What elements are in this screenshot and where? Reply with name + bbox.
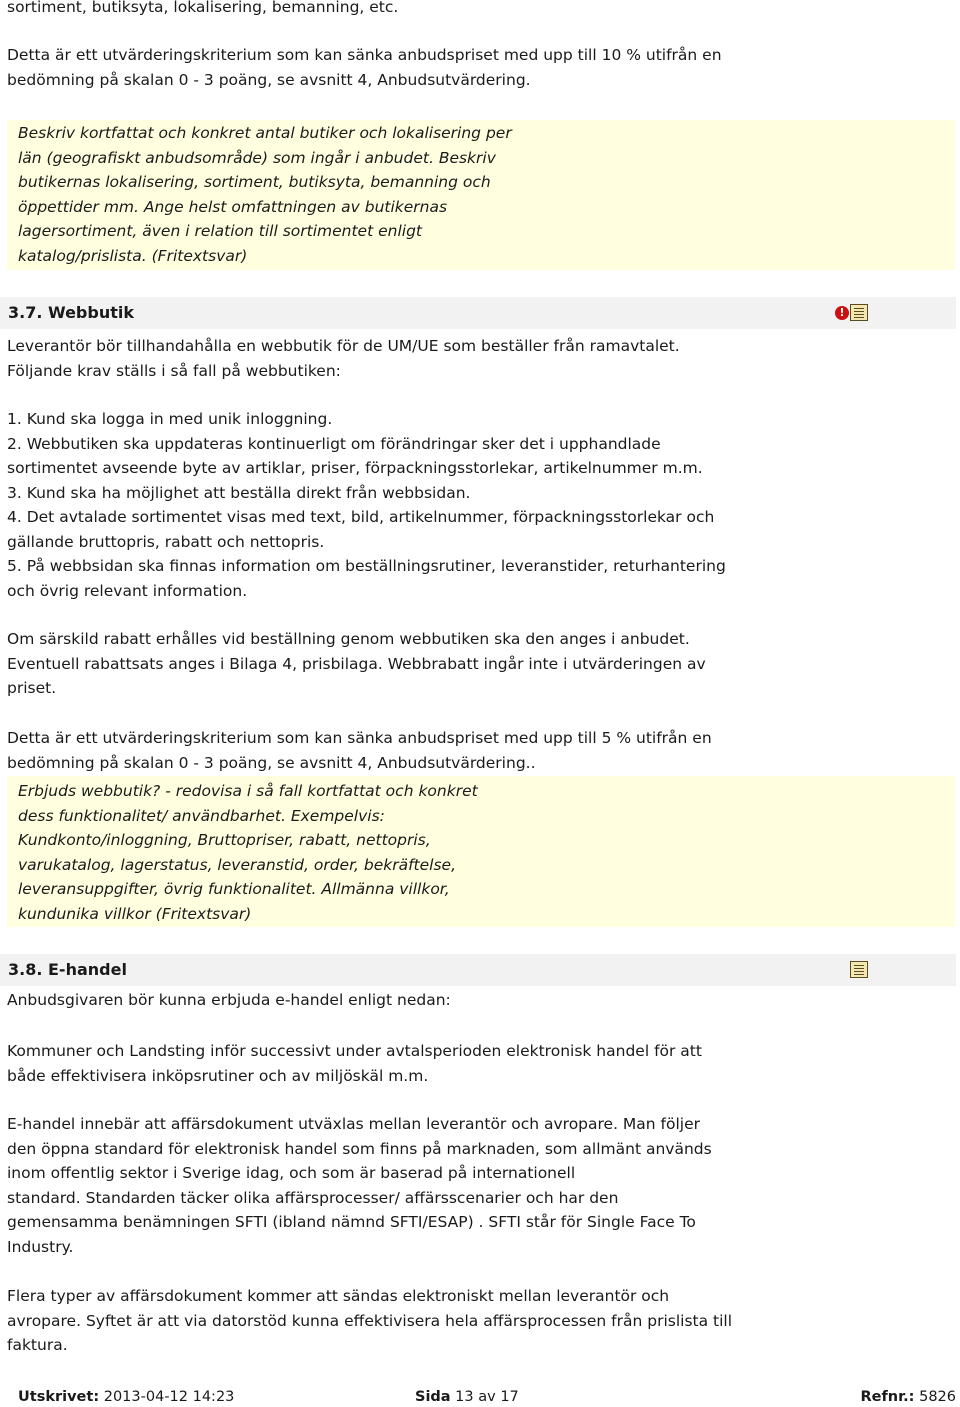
text-line: Följande krav ställs i så fall på webbutiken:: [7, 361, 341, 380]
text-line: inom offentlig sektor i Sverige idag, och som är baserad på internationell: [7, 1164, 576, 1182]
section-header-webbutik: [0, 297, 956, 329]
text-line: Industry.: [7, 1237, 74, 1256]
section-header-ehandel: [0, 954, 956, 986]
ref-label: Refnr.:: [860, 1389, 915, 1405]
question-line: butikernas lokalisering, sortiment, butiksyta, bemanning och: [18, 173, 491, 191]
text-line: Flera typer av affärsdokument kommer att sändas elektroniskt mellan leverantör och: [7, 1287, 670, 1305]
question-line: Erbjuds webbutik? - redovisa i så fall kortfattat och konkret: [18, 782, 478, 800]
section-37-list: [7, 407, 953, 603]
text-line: Eventuell rabattsats anges i Bilaga 4, prisbilaga. Webbrabatt ingår inte i utvärderingen av: [7, 654, 706, 673]
question-line: län (geografiskt anbudsområde) som ingår i anbudet. Beskriv: [18, 148, 496, 167]
question-box-2: [7, 776, 955, 927]
section-icons: [850, 961, 868, 978]
text-line: standard. Standarden täcker olika affärsprocesser/ affärsscenarier och har den: [7, 1188, 619, 1207]
question-box-1: [7, 120, 955, 270]
note-icon: [850, 961, 868, 978]
text-line: Detta är ett utvärderingskriterium som kan sänka anbudspriset med upp till 5 % utifrån en: [7, 729, 712, 747]
note-icon: [850, 304, 868, 321]
question-line: kundunika villkor (Fritextsvar): [18, 904, 252, 923]
list-item: 4. Det avtalade sortimentet visas med text, bild, artikelnummer, förpackningsstorlekar och: [7, 508, 715, 526]
text-line: gemensamma benämningen SFTI (ibland nämnd SFTI/ESAP) . SFTI står för Single Face To: [7, 1213, 696, 1231]
question-line: leveransuppgifter, övrig funktionalitet. Allmänna villkor,: [18, 880, 450, 898]
section-37-discount: [7, 627, 953, 701]
list-item: sortimentet avseende byte av artiklar, priser, förpackningsstorlekar, artikelnummer m.m.: [7, 459, 703, 477]
text-line: bedömning på skalan 0 - 3 poäng, se avsnitt 4, Anbudsutvärdering..: [7, 753, 536, 772]
section-37-intro: [7, 334, 953, 383]
section-38-p2: [7, 1039, 953, 1088]
text-line: E-handel innebär att affärsdokument utväxlas mellan leverantör och avropare. Man följer: [7, 1115, 701, 1133]
eval-criterion-2: [7, 726, 953, 775]
printed-date: [18, 1387, 234, 1407]
top-fragment: [7, 0, 953, 20]
text-line: Detta är ett utvärderingskriterium som kan sänka anbudspriset med upp till 10 % utifrån en: [7, 46, 722, 64]
list-item: 5. På webbsidan ska finnas information om beställningsrutiner, leveranstider, returhantering: [7, 557, 726, 575]
section-38-p4: [7, 1284, 953, 1358]
ref-value: 5826: [914, 1389, 956, 1405]
page-label: Sida: [415, 1389, 451, 1405]
section-38-p1: [7, 988, 953, 1013]
text-line: Om särskild rabatt erhålles vid beställning genom webbutiken ska den anges i anbudet.: [7, 630, 690, 648]
list-item: och övrig relevant information.: [7, 581, 248, 600]
printed-value: 2013-04-12 14:23: [99, 1389, 235, 1405]
text-line: Anbudsgivaren bör kunna erbjuda e-handel enligt nedan:: [7, 991, 451, 1009]
text-line: Kommuner och Landsting inför successivt under avtalsperioden elektronisk handel för att: [7, 1042, 702, 1060]
page-number: [415, 1387, 519, 1407]
section-icons: [835, 304, 868, 321]
reference-number: [860, 1387, 956, 1407]
list-item: 3. Kund ska ha möjlighet att beställa direkt från webbsidan.: [7, 483, 471, 502]
list-item: 1. Kund ska logga in med unik inloggning.: [7, 410, 333, 428]
question-line: öppettider mm. Ange helst omfattningen av butikernas: [18, 197, 448, 216]
question-line: katalog/prislista. (Fritextsvar): [18, 246, 248, 265]
question-line: varukatalog, lagerstatus, leveranstid, order, bekräftelse,: [18, 855, 457, 874]
text-line: priset.: [7, 679, 57, 697]
eval-criterion-1: [7, 43, 953, 92]
text-line: Leverantör bör tillhandahålla en webbutik för de UM/UE som beställer från ramavtalet.: [7, 337, 680, 355]
section-title: 3.7. Webbutik: [8, 303, 134, 322]
text-line: avropare. Syftet är att via datorstöd kunna effektivisera hela affärsprocessen från prislista till: [7, 1311, 733, 1330]
text-line: sortiment, butiksyta, lokalisering, bemanning, etc.: [7, 0, 399, 16]
text-line: faktura.: [7, 1336, 68, 1354]
printed-label: Utskrivet:: [18, 1389, 100, 1405]
text-line: bedömning på skalan 0 - 3 poäng, se avsnitt 4, Anbudsutvärdering.: [7, 70, 531, 89]
list-item: 2. Webbutiken ska uppdateras kontinuerligt om förändringar sker det i upphandlade: [7, 434, 661, 453]
text-line: den öppna standard för elektronisk handel som finns på marknaden, som allmänt används: [7, 1139, 712, 1158]
page-value: 13 av 17: [450, 1389, 519, 1405]
text-line: både effektivisera inköpsrutiner och av miljöskäl m.m.: [7, 1066, 429, 1085]
list-item: gällande bruttopris, rabatt och nettopris.: [7, 532, 325, 551]
section-title: 3.8. E-handel: [8, 960, 127, 979]
section-38-p3: [7, 1112, 953, 1259]
question-line: dess funktionalitet/ användbarhet. Exempelvis:: [18, 806, 385, 825]
question-line: lagersortiment, även i relation till sortimentet enligt: [18, 222, 422, 240]
alert-icon: !: [835, 306, 849, 320]
question-line: Kundkonto/inloggning, Bruttopriser, rabatt, nettopris,: [18, 831, 431, 849]
question-line: Beskriv kortfattat och konkret antal butiker och lokalisering per: [18, 124, 512, 142]
